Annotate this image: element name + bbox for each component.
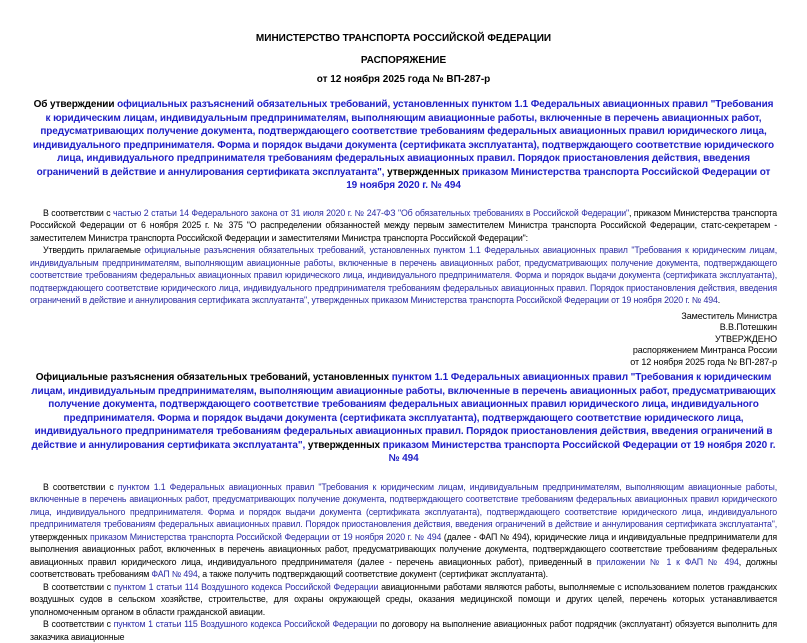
- approve-fap-link[interactable]: официальные разъяснения обязательных требований, установленных пунктом 1.1 Федеральных авиационных правил "Требования к юридическим лицам, индивидуальным предпринимателям, выполняющим авиационные работы, включенные в перечень авиационных работ, предусматривающих получение документа, подтверждающего соответствие требованиям федеральных авиационных правил юридического лица, индивидуального предпринимателя. Форма и порядок выдачи документа (сертификата эксплуатанта), подтверждающего соответствие юридического лица, индивидуального предпринимателя требованиям федеральных авиационных правил. Порядок приостановления действия, введения ограничений в действие и аннулирования сертификата эксплуатанта", утвержденных: [30, 245, 777, 305]
- p1-order-link[interactable]: приказом Министерства транспорта Российской Федерации от 19 ноября 2020 г. № 494: [90, 531, 442, 542]
- body-paragraph-3: [30, 618, 777, 643]
- title-mid: утвержденных: [387, 166, 462, 178]
- signature-block: [30, 311, 777, 369]
- signer-name: В.В.Потешкин: [719, 322, 777, 332]
- p2-text-1: В соответствии с: [43, 581, 114, 592]
- preamble-text: В соответствии с: [43, 207, 114, 218]
- approved-date-number: от 12 ноября 2025 года № ВП-287-р: [630, 356, 777, 367]
- approve-text: Утвердить прилагаемые: [43, 245, 145, 255]
- p1-fap494-link[interactable]: ФАП № 494: [151, 569, 198, 579]
- p3-text-2: по договору на выполнение авиационных работ подрядчик (эксплуатант) обязуется выполнить для заказчика авиационные: [30, 619, 777, 642]
- p2-text-2: авиационными работами являются работы, выполняемые с использованием полетов гражданских воздушных судов в сельском хозяйстве, строительстве, для охраны окружающей среды, оказания медицинской помощи и других целей, перечень которых устанавливается уполномоченным органом в области гражданской авиации.: [30, 581, 777, 617]
- p1-text-2: утвержденных: [30, 531, 91, 542]
- annex-title-order-link[interactable]: приказом Министерства транспорта Российской Федерации от 19 ноября 2020 г. № 494: [382, 439, 776, 464]
- doc-date-number: от 12 ноября 2025 года № ВП-287-р: [316, 74, 491, 85]
- title-order-494-link[interactable]: приказом Министерства транспорта Российской Федерации от 19 ноября 2020 г. № 494: [346, 166, 771, 191]
- p1-annex1-link[interactable]: приложении № 1 к ФАП № 494: [596, 556, 739, 567]
- document-title: [30, 98, 777, 193]
- p1-text-4: , должны соответствовать требованиям: [30, 556, 777, 579]
- p1-text-5: , а также получить подтверждающий соответствие документ (сертификат эксплуатанта).: [197, 569, 548, 579]
- annex-title-mid: утвержденных: [307, 439, 383, 451]
- p2-article-114-link[interactable]: пунктом 1 статьи 114 Воздушного кодекса Российской Федерации: [113, 581, 379, 592]
- approved-by: распоряжением Минтранса России: [632, 345, 777, 355]
- p3-text-1: В соответствии с: [43, 619, 114, 629]
- signer-post: Заместитель Министра: [681, 310, 777, 321]
- title-fap-494-link[interactable]: официальных разъяснений обязательных требований, установленных пунктом 1.1 Федеральных авиационных правил "Требования к юридическим лицам, индивидуальным предпринимателям, выполняющим авиационные работы, включенные в перечень авиационных работ, предусматривающих получение документа, подтверждающего соответствие требованиям федеральных авиационных правил юридического лица, индивидуального предпринимателя. Форма и порядок выдачи документа (сертификата эксплуатанта), подтверждающего соответствие юридического лица, индивидуального предпринимателя требованиям федеральных авиационных правил. Порядок приостановления действия, введения ограничений в действие и аннулирования сертификата эксплуатанта",: [32, 99, 775, 178]
- body-paragraph-1: [30, 481, 777, 581]
- approve-paragraph: [30, 244, 777, 307]
- title-prefix: Об утверждении: [33, 99, 118, 110]
- body-paragraph-2: [30, 581, 777, 619]
- annex-title-prefix: Официальные разъяснения обязательных требований, установленных: [35, 372, 392, 383]
- annex-title-fap-link[interactable]: пунктом 1.1 Федеральных авиационных правил "Требования к юридическим лицам, индивидуальным предпринимателям, выполняющим авиационные работы, включенные в перечень авиационных работ, предусматривающих получение документа, подтверждающего соответствие требованиям федеральных авиационных правил юридического лица, индивидуального предпринимателя. Форма и порядок выдачи документа (сертификата эксплуатанта), подтверждающего соответствие юридического лица, индивидуального предпринимателя требованиям федеральных авиационных правил. Порядок приостановления действия, введения ограничений в действие и аннулирования сертификата эксплуатанта",: [31, 372, 776, 451]
- ministry-name: МИНИСТЕРСТВО ТРАНСПОРТА РОССИЙСКОЙ ФЕДЕРАЦИИ: [255, 33, 552, 44]
- fz-247-link[interactable]: частью 2 статьи 14 Федерального закона от 31 июля 2020 г. № 247-ФЗ "Об обязательных требованиях в Российской Федерации": [113, 207, 629, 218]
- p3-article-115-link[interactable]: пунктом 1 статьи 115 Воздушного кодекса Российской Федерации: [113, 619, 378, 629]
- p1-fap-link[interactable]: пунктом 1.1 Федеральных авиационных правил "Требования к юридическим лицам, индивидуальным предпринимателям, выполняющим авиационные работы, включенные в перечень авиационных работ, предусматривающих получение документа, подтверждающего соответствие требованиям федеральных авиационных правил юридического лица, индивидуального предпринимателя. Форма и порядок выдачи документа (сертификата эксплуатанта), подтверждающего соответствие юридического лица, индивидуального предпринимателя требованиям федеральных авиационных правил. Порядок приостановления действия, введения ограничений в действие и аннулирования сертификата эксплуатанта",: [30, 481, 777, 529]
- doc-type: РАСПОРЯЖЕНИЕ: [360, 55, 447, 66]
- preamble-text-2: , приказом Министерства транспорта Российской Федерации от 6 ноября 2025 г. № 375 "О распределении обязанностей между первым заместителем Министра транспорта Российской Федерации, статс-секретарем - заместителем Министра транспорта Российской Федерации и заместителями Министра транспорта Российской Федерации":: [30, 207, 777, 243]
- approve-text-2: .: [717, 295, 721, 305]
- annex-title: [30, 371, 777, 466]
- approved-label: УТВЕРЖДЕНО: [714, 333, 777, 344]
- p1-text-1: В соответствии с: [43, 481, 118, 492]
- p1-text-3: (далее - ФАП № 494), юридические лица и индивидуальные предприниматели для выполнения авиационных работ, включенных в перечень авиационных работ, предусматривающих получение документа, подтверждающего соответствие требованиям федеральных авиационных правил юридического лица, индивидуального предпринимателя (далее - перечень авиационных работ), приведенный в: [30, 531, 777, 567]
- preamble-paragraph: [30, 207, 777, 245]
- approve-order-link[interactable]: приказом Министерства транспорта Российской Федерации от 19 ноября 2020 г. № 494: [371, 295, 718, 305]
